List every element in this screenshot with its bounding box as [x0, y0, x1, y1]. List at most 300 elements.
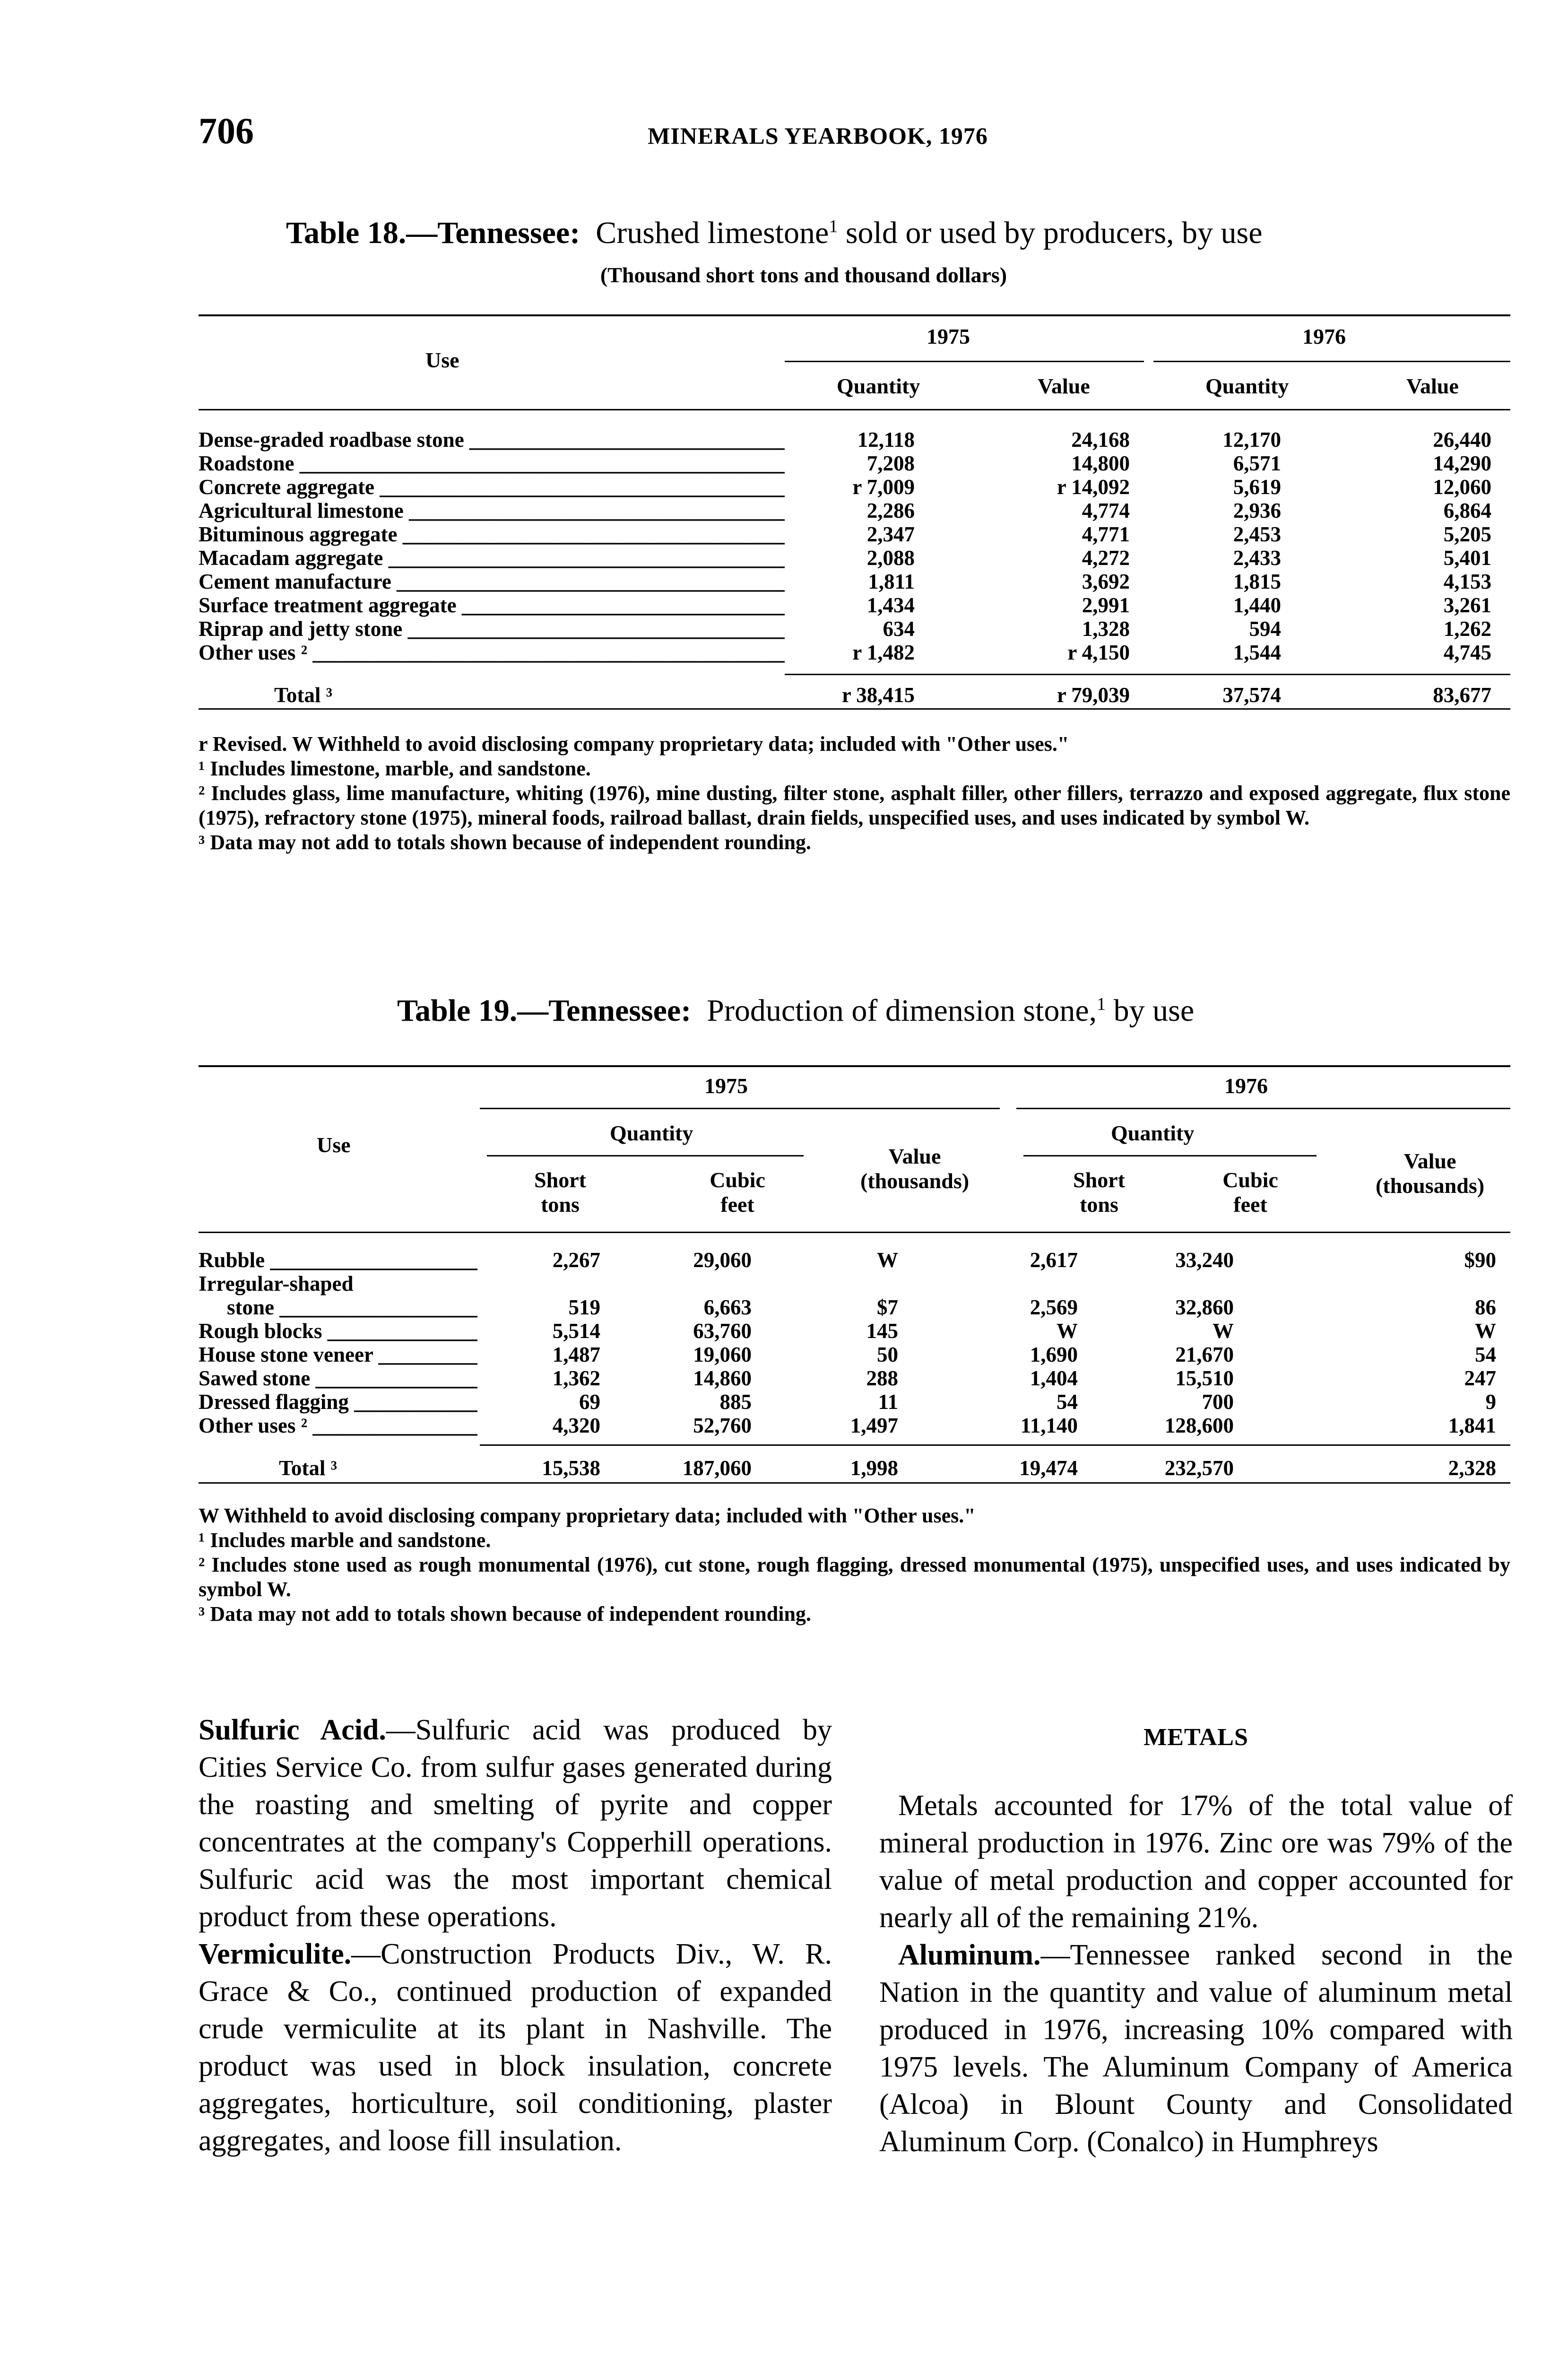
value-cell	[1149, 593, 1331, 617]
cell-value: 1,262	[1443, 617, 1491, 641]
value-cell	[780, 1343, 950, 1366]
cubic-label: Cubic	[710, 1168, 765, 1192]
value-cell	[780, 1295, 950, 1319]
row-label: Other uses ²	[199, 641, 308, 664]
use-cell	[199, 641, 785, 664]
cell-value: 4,745	[1443, 641, 1491, 664]
vermiculite-text: —Construction Products Div., W. R. Grace & Co., continued production of expanded crude vermiculite at its plant in Nashville. The product was used in block insulation, concrete aggregates, horticulture, soil conditioning, plaster aggregates, and loose fill insulation.	[199, 1938, 832, 2157]
table-row	[199, 546, 1510, 570]
table-row	[199, 428, 1510, 452]
cell-value: 519	[568, 1295, 600, 1319]
table-19-note-1: ¹ Includes marble and sandstone.	[199, 1529, 491, 1552]
value-cell	[964, 522, 1149, 546]
value-cell	[619, 1343, 780, 1366]
table-19-quantity-1976: Quantity	[1111, 1121, 1195, 1145]
value-cell	[1149, 641, 1331, 664]
thousands-label: (thousands)	[860, 1169, 970, 1193]
value-cell	[477, 1295, 619, 1319]
table-row	[199, 499, 1510, 522]
metals-paragraph: Metals accounted for 17% of the total value of mineral production in 1976. Zinc ore was 79% of the value of metal production and copper accounted for nearly all of the remaining 21%.	[879, 1790, 1513, 1934]
value-cell	[1331, 499, 1510, 522]
cell-value: 14,860	[693, 1366, 752, 1390]
table-18-subtitle: (Thousand short tons and thousand dollars)	[600, 263, 1007, 287]
cell-value: 2,569	[1030, 1295, 1078, 1319]
value-cell	[619, 1366, 780, 1390]
row-label: Other uses ²	[199, 1414, 308, 1437]
table-19-value-1976	[1352, 1149, 1508, 1198]
value-cell	[780, 1390, 950, 1414]
row-label: Agricultural limestone	[199, 499, 404, 522]
cell-value: 11	[878, 1390, 898, 1414]
value-cell	[619, 1437, 780, 1480]
table-18-col-value-1976: Value	[1406, 374, 1459, 398]
cell-value: $7	[877, 1295, 898, 1319]
value-cell	[785, 664, 964, 707]
value-cell	[1331, 475, 1510, 499]
value-cell	[780, 1272, 950, 1295]
value-cell	[1262, 1248, 1510, 1272]
cell-value: 54	[1475, 1343, 1496, 1366]
cell-value: 19,474	[1019, 1456, 1078, 1480]
cell-value: r 79,039	[1057, 683, 1130, 707]
cell-value: 2,991	[1082, 593, 1130, 617]
table-19-qty-1975-rule	[487, 1155, 804, 1156]
cell-value: 5,401	[1443, 546, 1491, 570]
cell-value: 1,328	[1082, 617, 1130, 641]
tons-label: tons	[541, 1192, 580, 1217]
row-label: stone	[227, 1295, 274, 1319]
value-cell	[780, 1437, 950, 1480]
cell-value: 247	[1464, 1366, 1496, 1390]
cell-value: 50	[877, 1343, 898, 1366]
value-cell	[1331, 452, 1510, 475]
row-label: Rough blocks	[199, 1319, 322, 1343]
table-row	[199, 1343, 1510, 1366]
value-label: Value	[1403, 1149, 1456, 1173]
value-cell	[1106, 1319, 1262, 1343]
cell-value: 1,841	[1448, 1414, 1496, 1437]
table-19-use-header: Use	[317, 1133, 351, 1157]
table-19-short-tons-1976	[1052, 1168, 1146, 1217]
cell-value: 37,574	[1222, 683, 1281, 707]
cell-value: W	[877, 1248, 898, 1272]
table-19-value-1975	[837, 1144, 993, 1193]
value-label: Value	[888, 1144, 941, 1168]
value-cell	[1331, 617, 1510, 641]
cell-value: 1,362	[552, 1366, 600, 1390]
value-cell	[1106, 1272, 1262, 1295]
use-cell	[199, 664, 785, 707]
table-19-title	[397, 993, 1194, 1029]
cell-value: 1,497	[850, 1414, 898, 1437]
value-cell	[950, 1319, 1106, 1343]
table-18-top-rule	[199, 314, 1510, 316]
value-cell	[1149, 570, 1331, 593]
value-cell	[1106, 1414, 1262, 1437]
table-19-short-tons-1975	[513, 1168, 607, 1217]
value-cell	[1149, 499, 1331, 522]
cell-value: 1,544	[1233, 641, 1281, 664]
cell-value: 1,440	[1233, 593, 1281, 617]
value-cell	[1149, 546, 1331, 570]
value-cell	[964, 499, 1149, 522]
cell-value: 63,760	[693, 1319, 752, 1343]
value-cell	[619, 1272, 780, 1295]
table-19-total-row	[199, 1437, 1510, 1480]
cell-value: 2,617	[1030, 1248, 1078, 1272]
value-cell	[1262, 1414, 1510, 1437]
value-cell	[964, 593, 1149, 617]
table-19-quantity-1975: Quantity	[610, 1121, 693, 1145]
table-18-year-1976-rule	[1153, 361, 1510, 362]
value-cell	[785, 499, 964, 522]
table-18-header-bottom-rule	[199, 409, 1510, 410]
cell-value: 5,619	[1233, 475, 1281, 499]
table-18-col-quantity-1976: Quantity	[1205, 374, 1289, 398]
sulfuric-acid-paragraph	[199, 1712, 832, 1936]
value-cell	[950, 1414, 1106, 1437]
cell-value: W	[1475, 1319, 1496, 1343]
value-cell	[619, 1414, 780, 1437]
table-18-col-value-1975: Value	[1038, 374, 1090, 398]
value-cell	[1331, 641, 1510, 664]
cell-value: 12,060	[1433, 475, 1491, 499]
value-cell	[1106, 1343, 1262, 1366]
table-row	[199, 617, 1510, 641]
value-cell	[785, 452, 964, 475]
cell-value: 1,811	[868, 570, 915, 593]
cell-value: 2,286	[866, 499, 915, 522]
row-label: Total ³	[274, 683, 333, 707]
cell-value: 2,433	[1233, 546, 1281, 570]
value-cell	[964, 641, 1149, 664]
row-label: Roadstone	[199, 452, 295, 475]
table-row	[199, 593, 1510, 617]
row-label: Sawed stone	[199, 1366, 311, 1390]
table-19-top-rule	[199, 1065, 1510, 1067]
value-cell	[780, 1414, 950, 1437]
use-cell	[199, 1319, 477, 1343]
row-label: Total ³	[279, 1456, 338, 1480]
row-label: Bituminous aggregate	[199, 522, 398, 546]
value-cell	[1262, 1319, 1510, 1343]
value-cell	[950, 1295, 1106, 1319]
table-row	[199, 570, 1510, 593]
cell-value: 145	[866, 1319, 898, 1343]
table-19-bottom-rule	[199, 1482, 1510, 1484]
row-label: Concrete aggregate	[199, 475, 374, 499]
table-19-qty-1976-rule	[1023, 1155, 1317, 1156]
cell-value: 21,670	[1175, 1343, 1234, 1366]
cell-value: 1,690	[1030, 1343, 1078, 1366]
value-cell	[950, 1366, 1106, 1390]
table-18-bottom-rule	[199, 708, 1510, 710]
value-cell	[1149, 522, 1331, 546]
use-cell	[199, 593, 785, 617]
value-cell	[964, 617, 1149, 641]
table-19-year-1976: 1976	[1224, 1074, 1268, 1098]
use-cell	[199, 1343, 477, 1366]
value-cell	[1262, 1343, 1510, 1366]
cell-value: 1,487	[552, 1343, 600, 1366]
use-cell	[199, 522, 785, 546]
table-18-note-revised: r Revised. W Withheld to avoid disclosing company proprietary data; included with "Other uses."	[199, 732, 1069, 756]
value-cell	[619, 1390, 780, 1414]
table-19-note-w: W Withheld to avoid disclosing company proprietary data; included with "Other uses."	[199, 1504, 976, 1527]
cell-value: 54	[1057, 1390, 1078, 1414]
table-row	[199, 1390, 1510, 1414]
cell-value: 24,168	[1071, 428, 1130, 452]
value-cell	[780, 1248, 950, 1272]
cell-value: 3,692	[1082, 570, 1130, 593]
cell-value: 26,440	[1433, 428, 1491, 452]
table-19-title-suffix: by use	[1113, 993, 1195, 1028]
value-cell	[964, 475, 1149, 499]
table-row	[199, 452, 1510, 475]
vermiculite-heading: Vermiculite.	[199, 1938, 352, 1970]
cell-value: 634	[883, 617, 915, 641]
row-label: Cement manufacture	[199, 570, 391, 593]
use-cell	[199, 546, 785, 570]
table-row	[199, 522, 1510, 546]
cell-value: r 4,150	[1067, 641, 1130, 664]
value-cell	[780, 1319, 950, 1343]
value-cell	[1149, 617, 1331, 641]
cell-value: 14,800	[1071, 452, 1130, 475]
table-18-body	[199, 428, 1510, 707]
cell-value: 232,570	[1164, 1456, 1234, 1480]
value-cell	[1106, 1248, 1262, 1272]
table-18-title-prefix: Table 18.—Tennessee:	[286, 216, 580, 250]
cell-value: 4,774	[1082, 499, 1130, 522]
table-18-total-row	[199, 664, 1510, 707]
value-cell	[1106, 1295, 1262, 1319]
table-18-year-1975: 1975	[927, 324, 970, 348]
page-number: 706	[199, 110, 254, 151]
cell-value: 2,453	[1233, 522, 1281, 546]
table-row	[199, 1366, 1510, 1390]
sulfuric-acid-heading: Sulfuric Acid.	[199, 1714, 386, 1746]
cell-value: W	[1213, 1319, 1234, 1343]
cell-value: 33,240	[1175, 1248, 1234, 1272]
cell-value: 288	[866, 1366, 898, 1390]
value-cell	[780, 1366, 950, 1390]
row-label: Dressed flagging	[199, 1390, 349, 1414]
cell-value: W	[1057, 1319, 1078, 1343]
table-row	[199, 1295, 1510, 1319]
table-row	[199, 475, 1510, 499]
value-cell	[785, 522, 964, 546]
cell-value: 29,060	[693, 1248, 752, 1272]
value-cell	[1331, 522, 1510, 546]
value-cell	[477, 1366, 619, 1390]
value-cell	[1331, 428, 1510, 452]
short-label: Short	[1073, 1168, 1125, 1192]
cell-value: 9	[1485, 1390, 1496, 1414]
table-row	[199, 1248, 1510, 1272]
table-18-note-3: ³ Data may not add to totals shown because of independent rounding.	[199, 831, 811, 854]
value-cell	[950, 1343, 1106, 1366]
feet-label: feet	[1233, 1192, 1267, 1217]
value-cell	[1262, 1295, 1510, 1319]
aluminum-text: —Tennessee ranked second in the Nation in the quantity and value of aluminum metal produced in 1976, increasing 10% compared with 1975 levels. The Aluminum Company of America (Alcoa) in Blount County and Consolidated Aluminum Corp. (Conalco) in Humphreys	[879, 1939, 1513, 2158]
table-19-title-prefix: Table 19.—Tennessee:	[397, 993, 692, 1028]
value-cell	[1149, 475, 1331, 499]
cell-value: 6,864	[1443, 499, 1491, 522]
value-cell	[619, 1319, 780, 1343]
table-row	[199, 1319, 1510, 1343]
cell-value: r 38,415	[841, 683, 915, 707]
value-cell	[950, 1248, 1106, 1272]
cell-value: 594	[1249, 617, 1281, 641]
thousands-label: (thousands)	[1375, 1173, 1485, 1198]
value-cell	[1331, 664, 1510, 707]
value-cell	[477, 1272, 619, 1295]
row-label: Macadam aggregate	[199, 546, 383, 570]
running-head: MINERALS YEARBOOK, 1976	[648, 122, 988, 149]
table-18-note-2: ² Includes glass, lime manufacture, whiting (1976), mine dusting, filter stone, asphalt filler, other fillers, terrazzo and exposed aggregate, flux stone (1975), refractory stone (1975), mineral foods, railroad ballast, drain fields, unspecified uses, and uses indicated by symbol W.	[199, 782, 1510, 829]
table-18-title-main: Crushed limestone	[596, 216, 829, 250]
value-cell	[619, 1248, 780, 1272]
cell-value: 69	[579, 1390, 600, 1414]
cell-value: 4,153	[1443, 570, 1491, 593]
use-cell	[199, 1366, 477, 1390]
use-cell	[199, 499, 785, 522]
row-label: Rubble	[199, 1248, 265, 1272]
cell-value: 2,347	[866, 522, 915, 546]
cell-value: 2,328	[1448, 1456, 1496, 1480]
use-cell	[199, 428, 785, 452]
table-19-title-footnote: 1	[1097, 994, 1106, 1014]
value-cell	[785, 546, 964, 570]
use-cell	[199, 1390, 477, 1414]
cell-value: 187,060	[682, 1456, 752, 1480]
cell-value: 700	[1202, 1390, 1234, 1414]
use-cell	[199, 1414, 477, 1437]
value-cell	[1331, 593, 1510, 617]
cell-value: r 1,482	[852, 641, 915, 664]
use-cell	[199, 1248, 477, 1272]
row-label: Dense-graded roadbase stone	[199, 428, 464, 452]
table-19-body	[199, 1248, 1510, 1480]
use-cell	[199, 1295, 477, 1319]
value-cell	[477, 1414, 619, 1437]
value-cell	[964, 570, 1149, 593]
cell-value: 14,290	[1433, 452, 1491, 475]
cell-value: 11,140	[1020, 1414, 1078, 1437]
value-cell	[1106, 1366, 1262, 1390]
cell-value: 1,998	[850, 1456, 898, 1480]
cell-value: 12,170	[1222, 428, 1281, 452]
row-label: House stone veneer	[199, 1343, 373, 1366]
cubic-label: Cubic	[1222, 1168, 1278, 1192]
right-column	[879, 1787, 1513, 2161]
short-label: Short	[534, 1168, 586, 1192]
aluminum-heading: Aluminum.	[898, 1939, 1041, 1971]
cell-value: 52,760	[693, 1414, 752, 1437]
table-18-use-header: Use	[425, 348, 459, 372]
cell-value: 12,118	[857, 428, 915, 452]
cell-value: 4,272	[1082, 546, 1130, 570]
sulfuric-acid-text: —Sulfuric acid was produced by Cities Service Co. from sulfur gases generated during the roasting and smelting of pyrite and copper concentrates at the company's Copperhill operations. Sulfuric acid was the most important chemical product from these operations.	[199, 1714, 832, 1933]
row-label: Riprap and jetty stone	[199, 617, 403, 641]
aluminum-paragraph	[879, 1937, 1513, 2161]
table-19-year-1975-rule	[480, 1108, 1000, 1109]
use-cell	[199, 452, 785, 475]
cell-value: 83,677	[1433, 683, 1491, 707]
table-18-year-1976: 1976	[1302, 324, 1346, 348]
use-cell	[199, 1272, 477, 1295]
value-cell	[1262, 1390, 1510, 1414]
value-cell	[1331, 570, 1510, 593]
table-18-title	[286, 215, 1263, 251]
cell-value: 15,510	[1175, 1366, 1234, 1390]
cell-value: 2,267	[552, 1248, 600, 1272]
value-cell	[964, 452, 1149, 475]
cell-value: 3,261	[1443, 593, 1491, 617]
cell-value: 4,320	[552, 1414, 600, 1437]
value-cell	[477, 1390, 619, 1414]
cell-value: 7,208	[866, 452, 915, 475]
cell-value: 4,771	[1082, 522, 1130, 546]
table-19-cubic-feet-1975	[690, 1168, 785, 1217]
value-cell	[1149, 664, 1331, 707]
table-18-year-1975-rule	[785, 361, 1144, 362]
value-cell	[477, 1343, 619, 1366]
cell-value: 15,538	[542, 1456, 600, 1480]
table-19-note-3: ³ Data may not add to totals shown because of independent rounding.	[199, 1602, 811, 1625]
cell-value: 6,663	[703, 1295, 752, 1319]
cell-value: 2,088	[866, 546, 915, 570]
cell-value: $90	[1464, 1248, 1496, 1272]
value-cell	[785, 570, 964, 593]
table-19-header-bottom-rule	[199, 1232, 1510, 1233]
table-18-note-1: ¹ Includes limestone, marble, and sandstone.	[199, 757, 591, 780]
table-19-cubic-feet-1976	[1203, 1168, 1298, 1217]
cell-value: 1,404	[1030, 1366, 1078, 1390]
value-cell	[1106, 1390, 1262, 1414]
table-19-year-1976-rule	[1016, 1108, 1510, 1109]
value-cell	[477, 1319, 619, 1343]
table-18-title-suffix: sold or used by producers, by use	[845, 216, 1263, 250]
use-cell	[199, 1437, 477, 1480]
value-cell	[950, 1437, 1106, 1480]
value-cell	[785, 641, 964, 664]
value-cell	[950, 1390, 1106, 1414]
feet-label: feet	[720, 1192, 754, 1217]
use-cell	[199, 617, 785, 641]
value-cell	[785, 617, 964, 641]
value-cell	[785, 593, 964, 617]
cell-value: 19,060	[693, 1343, 752, 1366]
table-row	[199, 641, 1510, 664]
table-19-title-main: Production of dimension stone,	[707, 993, 1097, 1028]
cell-value: 32,860	[1175, 1295, 1234, 1319]
cell-value: r 14,092	[1057, 475, 1130, 499]
cell-value: 1,434	[866, 593, 915, 617]
table-19-year-1975: 1975	[704, 1074, 748, 1098]
value-cell	[1262, 1272, 1510, 1295]
value-cell	[1262, 1366, 1510, 1390]
row-label: Irregular-shaped	[199, 1272, 354, 1295]
value-cell	[1149, 452, 1331, 475]
use-cell	[199, 570, 785, 593]
value-cell	[1106, 1437, 1262, 1480]
value-cell	[1331, 546, 1510, 570]
value-cell	[785, 428, 964, 452]
value-cell	[1149, 428, 1331, 452]
value-cell	[964, 428, 1149, 452]
